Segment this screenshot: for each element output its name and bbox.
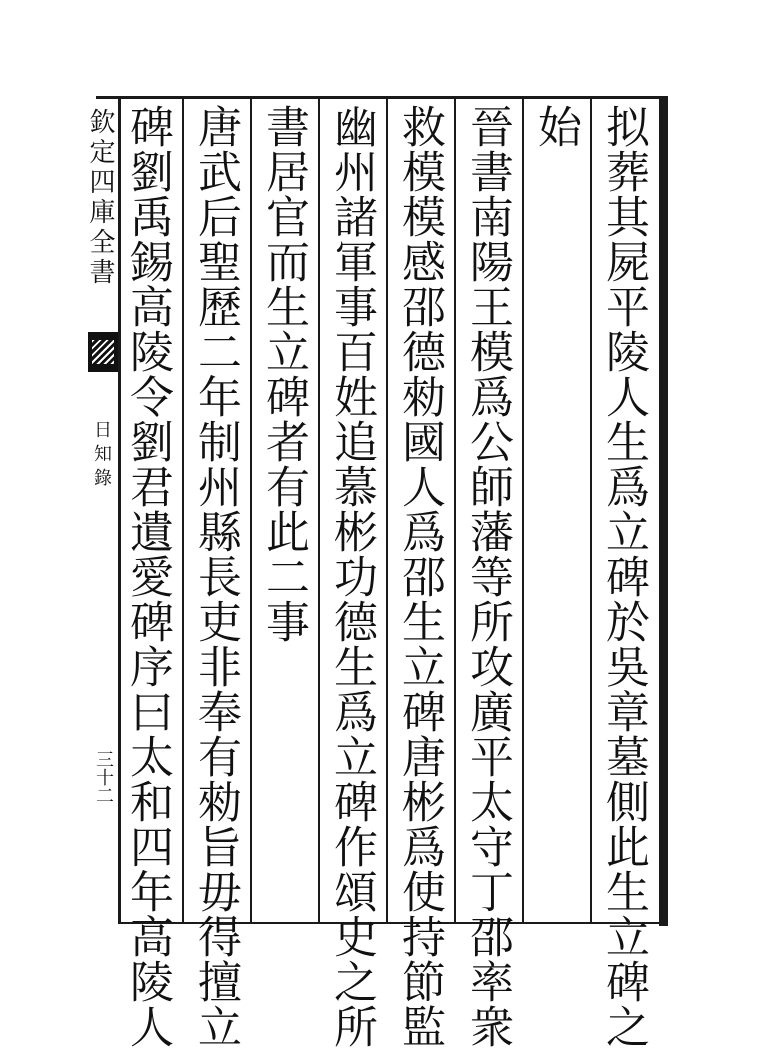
frame-left-border <box>118 96 121 924</box>
text-column-4: 救模模感邵德勑國人爲邵生立碑唐彬爲使持節監 <box>394 104 445 1049</box>
column-rule <box>522 99 524 922</box>
text-column-6: 書居官而生立碑者有此二事 <box>258 104 309 644</box>
column-rule <box>182 99 184 922</box>
text-column-3: 晉書南陽王模爲公師藩等所攻廣平太守丁邵率衆 <box>462 104 513 1049</box>
text-column-1: 拟葬其屍平陵人生爲立碑於吳章墓側此生立碑之 <box>598 104 649 1049</box>
text-column-5: 幽州諸軍事百姓追慕彬功德生爲立碑作頌史之所 <box>326 104 377 1049</box>
margin-page-number: 三十二 <box>93 750 114 804</box>
column-rule <box>318 99 320 922</box>
text-column-7: 唐武后聖歷二年制州縣長吏非奉有勑旨毋得擅立 <box>190 104 241 1049</box>
margin-sub-title: 日知錄 <box>91 420 112 492</box>
column-rule <box>250 99 252 922</box>
margin-book-title: 欽定四庫全書 <box>85 108 115 288</box>
column-rule <box>590 99 592 922</box>
fish-tail-ornament <box>88 332 118 372</box>
text-column-8: 碑劉禹錫高陵令劉君遺愛碑序曰太和四年高陵人 <box>122 104 173 1049</box>
frame-right-border <box>659 96 668 926</box>
column-rule <box>454 99 456 922</box>
column-rule <box>386 99 388 922</box>
text-column-2: 始 <box>530 104 581 149</box>
